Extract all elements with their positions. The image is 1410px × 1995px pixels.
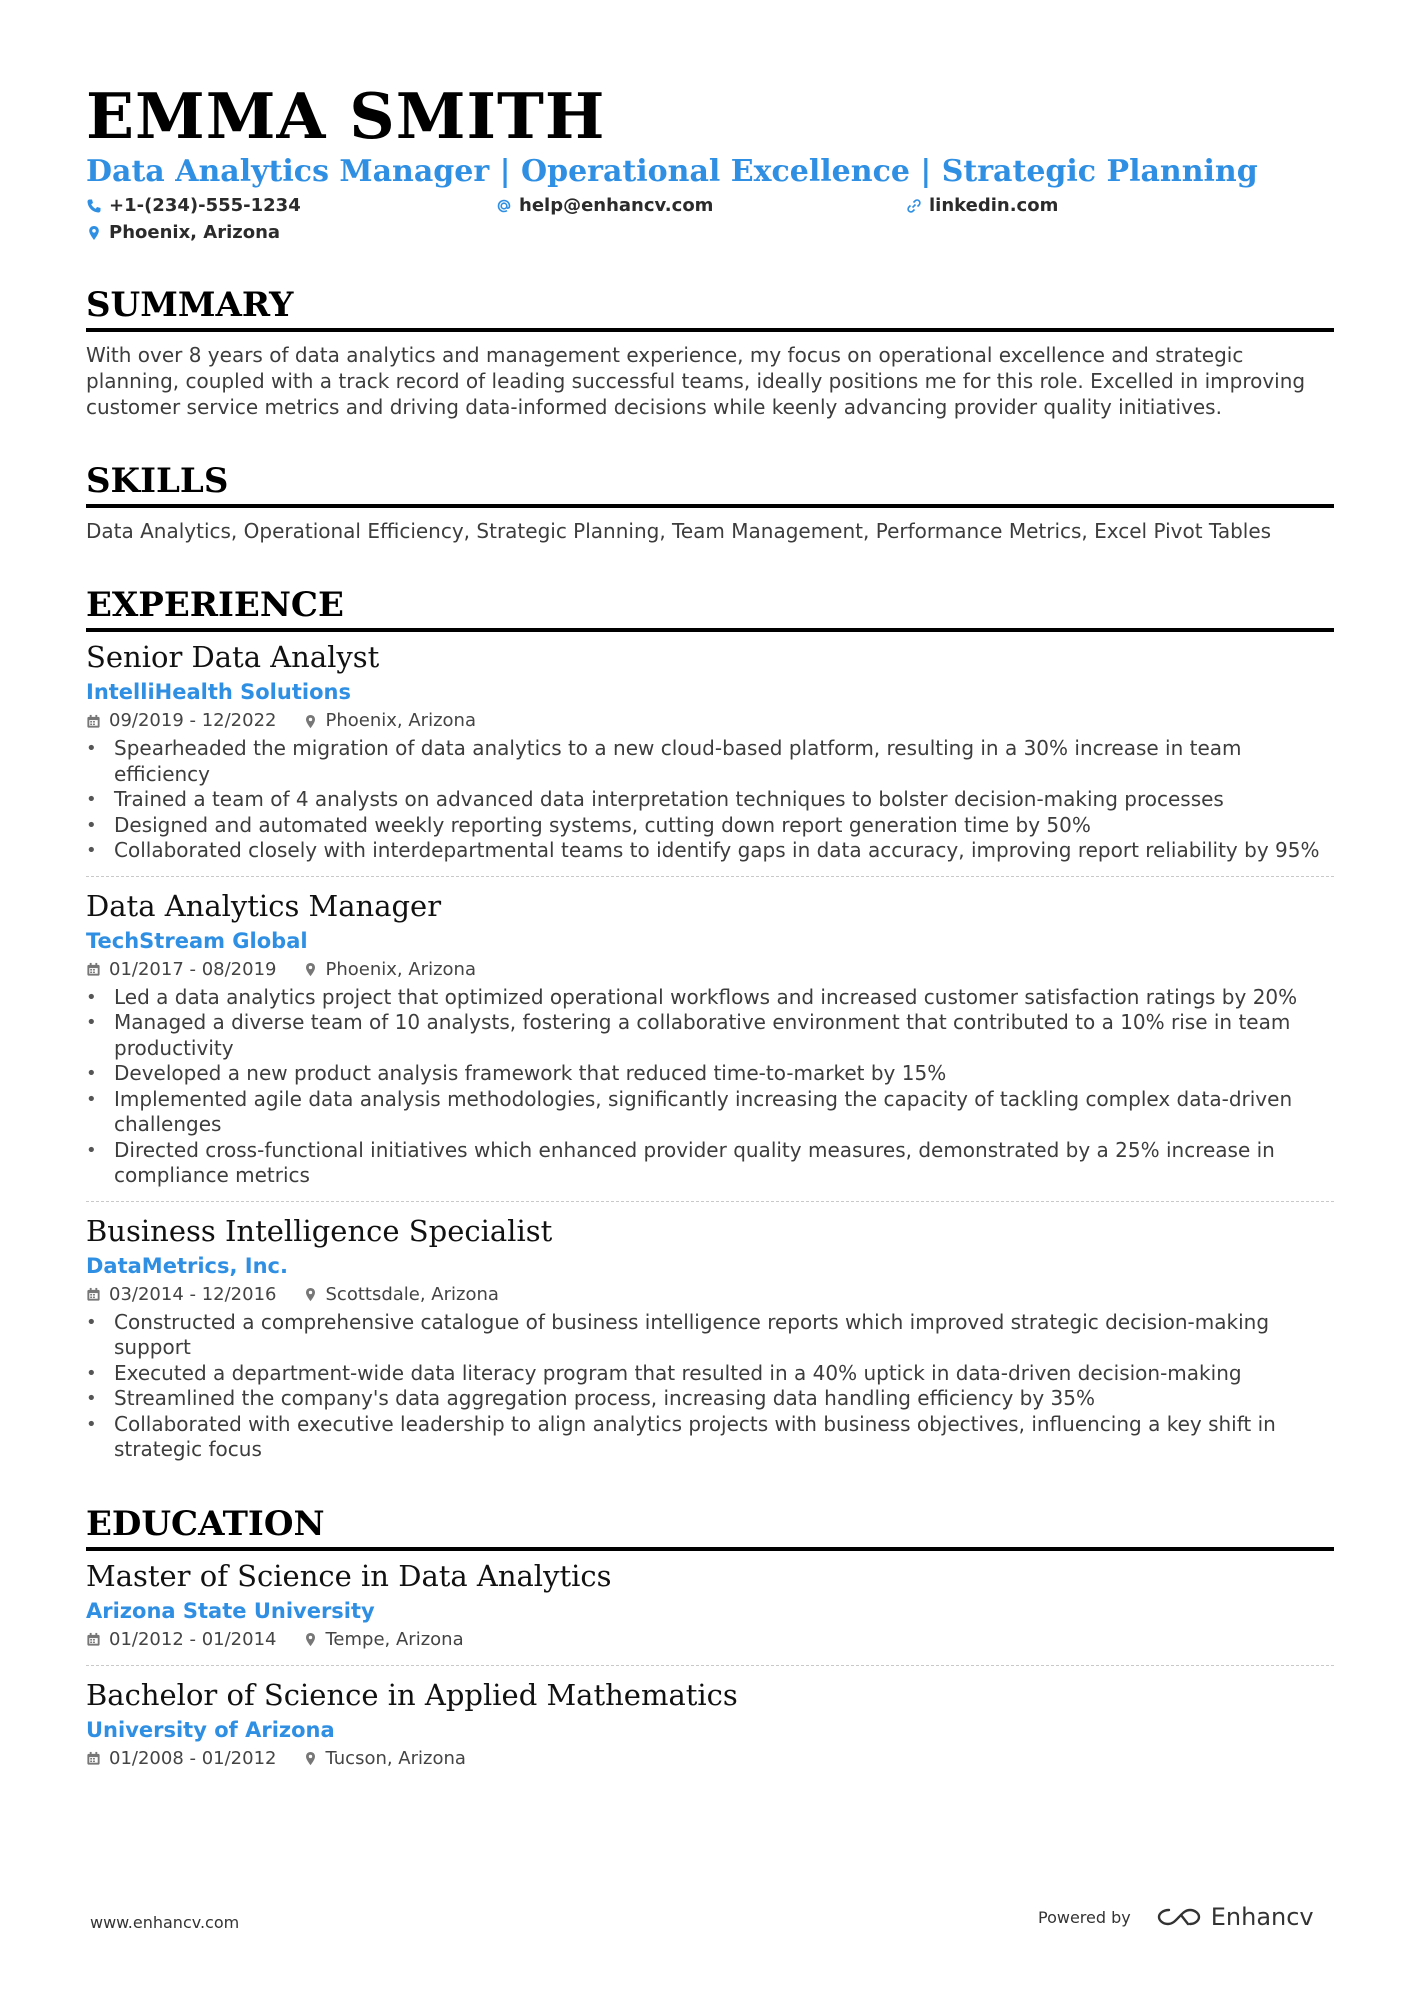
skills-text: Data Analytics, Operational Efficiency, Strategic Planning, Team Management, Performance Metrics, Excel Pivot Tables [86, 519, 1272, 543]
school-name: University of Arizona [86, 1717, 335, 1742]
list-item: • Managed a diverse team of 10 analysts, fostering a collaborative environment that contributed to a 10% rise in team productivity [86, 1010, 1334, 1061]
job-bullets [86, 985, 1334, 1189]
job-dates: 01/2017 - 08/2019 [109, 958, 277, 980]
location-pin-icon [303, 962, 318, 977]
job-dates: 03/2014 - 12/2016 [109, 1283, 277, 1305]
list-item: • Collaborated closely with interdepartmental teams to identify gaps in data accuracy, improving report reliability by 95% [86, 838, 1334, 864]
location-text: Phoenix, Arizona [109, 222, 281, 243]
email-text: help@enhancv.com [519, 195, 714, 216]
education-dates: 01/2012 - 01/2014 [109, 1628, 277, 1650]
job-title: Senior Data Analyst [86, 640, 380, 674]
list-item: • Spearheaded the migration of data analytics to a new cloud-based platform, resulting in a 30% increase in team efficiency [86, 736, 1334, 787]
job-meta [86, 708, 1334, 734]
education-section [86, 1503, 1334, 1772]
education-meta [86, 1627, 1334, 1653]
experience-entry [86, 632, 1334, 864]
calendar-icon [86, 1751, 101, 1766]
calendar-icon [86, 962, 101, 977]
list-item: • Collaborated with executive leadership to align analytics projects with business objectives, influencing a key shift in strategic focus [86, 1412, 1334, 1463]
education-location-text: Tempe, Arizona [325, 1628, 464, 1650]
summary-title: SUMMARY [86, 284, 1334, 332]
contact-info [86, 194, 1334, 244]
summary-text: With over 8 years of data analytics and management experience, my focus on operational excellence and strategic planning, coupled with a track record of leading successful teams, ideally positions me for this role. Excelled in improving customer service metrics and driving data-informed decisions while keenly advancing provider quality initiatives. [86, 343, 1306, 419]
job-title: Business Intelligence Specialist [86, 1213, 553, 1248]
list-item: • Directed cross-functional initiatives which enhanced provider quality measures, demonstrated by a 25% increase in compliance metrics [86, 1138, 1334, 1189]
location-pin-icon [86, 225, 102, 241]
school-name: Arizona State University [86, 1598, 375, 1623]
contact-location [86, 221, 496, 244]
education-meta [86, 1746, 1334, 1772]
job-location-text: Phoenix, Arizona [325, 710, 476, 731]
education-dates: 01/2008 - 01/2012 [109, 1747, 277, 1769]
enhancv-brand: Enhancv [1210, 1903, 1314, 1931]
phone-icon [86, 198, 102, 214]
candidate-headline: Data Analytics Manager | Operational Excellence | Strategic Planning [86, 154, 1258, 189]
list-item: • Implemented agile data analysis methodologies, significantly increasing the capacity of tackling complex data-driven challenges [86, 1087, 1334, 1138]
job-dates: 09/2019 - 12/2022 [109, 710, 277, 731]
job-location-text: Scottsdale, Arizona [325, 1283, 499, 1305]
contact-linkedin[interactable] [906, 194, 1316, 217]
calendar-icon [86, 1632, 101, 1647]
candidate-name: EMMA SMITH [86, 79, 606, 153]
footer-website[interactable]: www.enhancv.com [90, 1913, 240, 1932]
linkedin-text: linkedin.com [929, 195, 1059, 216]
location-pin-icon [303, 1287, 318, 1302]
list-item: • Led a data analytics project that optimized operational workflows and increased customer satisfaction ratings by 20% [86, 985, 1334, 1011]
summary-section [86, 284, 1334, 420]
company-name: TechStream Global [86, 928, 308, 953]
list-item: • Streamlined the company's data aggregation process, increasing data handling efficiency by 35% [86, 1386, 1334, 1412]
job-location [303, 708, 476, 734]
location-pin-icon [303, 714, 318, 729]
skills-title: SKILLS [86, 460, 1334, 508]
experience-entry [86, 876, 1334, 1189]
company-name: DataMetrics, Inc. [86, 1253, 288, 1278]
list-item: • Designed and automated weekly reporting systems, cutting down report generation time by 50% [86, 813, 1334, 839]
job-location-text: Phoenix, Arizona [325, 958, 476, 980]
education-entry [86, 1665, 1334, 1772]
list-item: • Executed a department-wide data literacy program that resulted in a 40% uptick in data-driven decision-making [86, 1361, 1334, 1387]
experience-title: EXPERIENCE [86, 584, 1334, 632]
calendar-icon [86, 1287, 101, 1302]
location-pin-icon [303, 1632, 318, 1647]
education-location-text: Tucson, Arizona [325, 1747, 466, 1769]
phone-text: +1-(234)-555-1234 [109, 195, 301, 216]
contact-email[interactable] [496, 194, 906, 217]
degree-title: Bachelor of Science in Applied Mathematics [86, 1677, 738, 1712]
location-pin-icon [303, 1751, 318, 1766]
list-item: • Developed a new product analysis framework that reduced time-to-market by 15% [86, 1061, 1334, 1087]
contact-phone[interactable] [86, 194, 496, 217]
powered-by-label: Powered by [1038, 1907, 1131, 1927]
footer-powered-by [1038, 1903, 1314, 1931]
job-location [303, 957, 476, 983]
skills-section [86, 460, 1334, 544]
job-bullets [86, 736, 1334, 864]
link-icon [906, 198, 922, 214]
job-meta [86, 1282, 1334, 1308]
list-item: • Constructed a comprehensive catalogue of business intelligence reports which improved strategic decision-making support [86, 1310, 1334, 1361]
enhancv-logo[interactable] [1155, 1903, 1314, 1931]
list-item: • Trained a team of 4 analysts on advanced data interpretation techniques to bolster decision-making processes [86, 787, 1334, 813]
education-title: EDUCATION [86, 1503, 1334, 1551]
experience-section [86, 584, 1334, 1463]
degree-title: Master of Science in Data Analytics [86, 1558, 612, 1593]
job-location [303, 1282, 499, 1308]
job-bullets [86, 1310, 1334, 1463]
experience-entry [86, 1201, 1334, 1463]
job-title: Data Analytics Manager [86, 888, 442, 923]
at-icon [496, 198, 512, 214]
job-meta [86, 957, 1334, 983]
education-entry [86, 1551, 1334, 1653]
resume-page [86, 80, 1334, 1772]
enhancv-logo-icon [1155, 1904, 1203, 1930]
education-location [303, 1746, 466, 1772]
education-location [303, 1627, 464, 1653]
company-name: IntelliHealth Solutions [86, 680, 351, 704]
calendar-icon [86, 714, 101, 729]
